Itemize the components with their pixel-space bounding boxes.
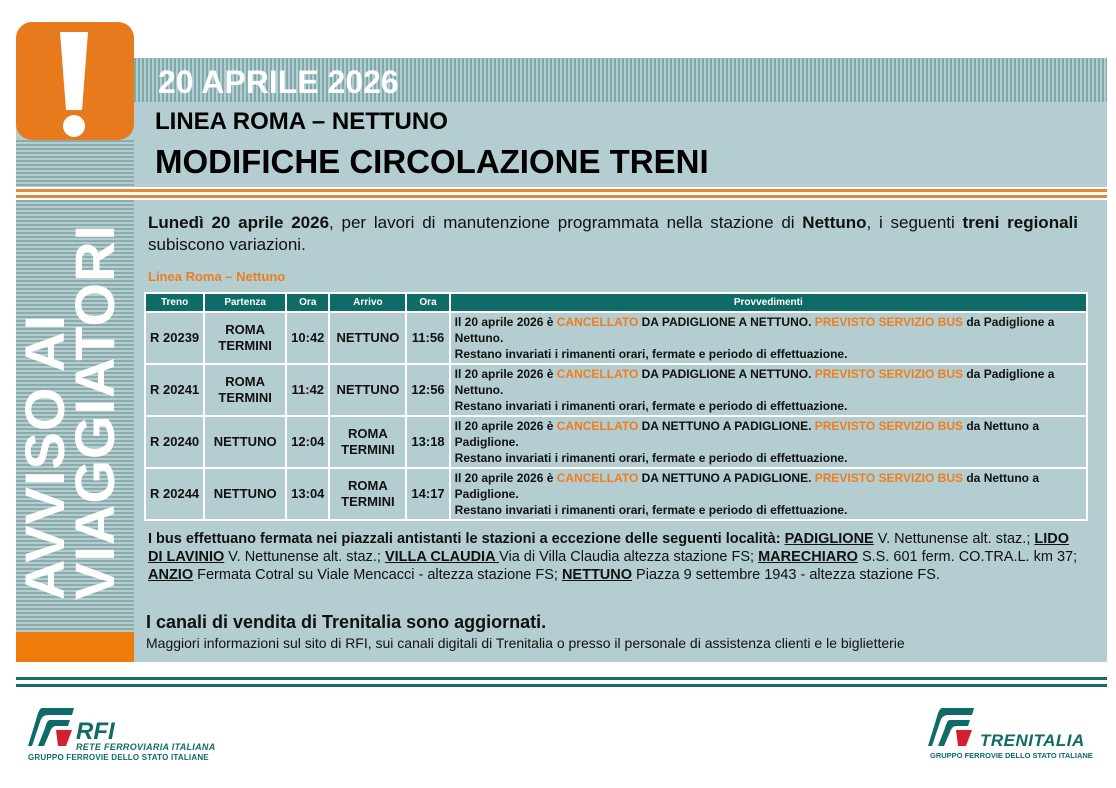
prov-note: Restano invariati i rimanenti orari, fermate e periodo di effettuazione. — [454, 399, 848, 413]
sidebar-orange-block — [16, 632, 134, 662]
cell-partenza: NETTUNO — [204, 416, 286, 468]
col-treno: Treno — [145, 293, 204, 312]
bus-stops-paragraph — [148, 530, 1078, 584]
col-provvedimenti: Provvedimenti — [450, 293, 1087, 312]
cancel-label: CANCELLATO — [556, 471, 639, 485]
prov-text: Il 20 aprile 2026 è — [454, 367, 557, 381]
prov-text: Il 20 aprile 2026 è — [454, 471, 557, 485]
divider-teal — [16, 684, 1107, 687]
bus-label: PREVISTO SERVIZIO BUS — [814, 367, 964, 381]
trains-table — [144, 292, 1088, 521]
rfi-subtitle: RETE FERROVIARIA ITALIANA — [76, 742, 216, 752]
table-row — [145, 364, 1087, 416]
col-ora-arrivo: Ora — [406, 293, 449, 312]
divider-teal — [16, 677, 1107, 680]
cell-ora-partenza: 11:42 — [286, 364, 329, 416]
cell-ora-arrivo: 12:56 — [406, 364, 449, 416]
cancel-label: CANCELLATO — [556, 315, 639, 329]
stop-name: NETTUNO — [561, 567, 633, 583]
col-partenza: Partenza — [204, 293, 286, 312]
sidebar-label — [13, 180, 130, 600]
cell-partenza: NETTUNO — [204, 468, 286, 520]
line-name: LINEA ROMA – NETTUNO — [155, 108, 448, 135]
prov-text: da Padiglione a Nettuno. — [454, 367, 1055, 397]
stop-name: LIDO DI LAVINIO — [148, 531, 1070, 565]
intro-train-type: treni regionali — [962, 213, 1078, 232]
stop-desc: Piazza 9 settembre 1943 - altezza stazione FS. — [632, 567, 940, 583]
prov-text: da Padiglione a Nettuno. — [454, 315, 1055, 345]
prov-text: DA PADIGLIONE A NETTUNO. — [638, 315, 815, 329]
cell-treno: R 20240 — [145, 416, 204, 468]
sidebar-label-line1: AVVISO AI — [13, 314, 76, 600]
intro-text: subiscono variazioni. — [148, 235, 306, 254]
cell-provvedimenti — [450, 312, 1087, 364]
prov-text: da Nettuno a Padiglione. — [454, 471, 1040, 501]
prov-text: DA PADIGLIONE A NETTUNO. — [638, 367, 815, 381]
stop-desc: S.S. 601 ferm. CO.TRA.L. km 37; — [857, 549, 1078, 565]
table-row — [145, 468, 1087, 520]
intro-text: , i seguenti — [866, 213, 963, 232]
stops-intro: I bus effettuano fermata nei piazzali antistanti le stazioni a eccezione delle seguenti località: — [148, 531, 785, 547]
cell-provvedimenti — [450, 364, 1087, 416]
cell-partenza: ROMA TERMINI — [204, 312, 286, 364]
table-header-row — [145, 293, 1087, 312]
prov-text: DA NETTUNO A PADIGLIONE. — [638, 419, 815, 433]
stop-desc: V. Nettunense alt. staz.; — [224, 549, 385, 565]
cell-arrivo: NETTUNO — [329, 364, 406, 416]
stop-name: ANZIO — [148, 567, 194, 583]
prov-note: Restano invariati i rimanenti orari, fermate e periodo di effettuazione. — [454, 503, 848, 517]
sidebar-label-line2: VIAGGIATORI — [63, 223, 126, 600]
exclamation-icon — [16, 22, 134, 140]
cell-ora-arrivo: 11:56 — [406, 312, 449, 364]
cell-provvedimenti — [450, 416, 1087, 468]
col-ora-partenza: Ora — [286, 293, 329, 312]
bus-label: PREVISTO SERVIZIO BUS — [814, 471, 964, 485]
bus-label: PREVISTO SERVIZIO BUS — [814, 419, 964, 433]
stop-desc: V. Nettunense alt. staz.; — [873, 531, 1035, 547]
section-label: Linea Roma – Nettuno — [148, 269, 286, 284]
page-title: MODIFICHE CIRCOLAZIONE TRENI — [155, 143, 709, 180]
cancel-label: CANCELLATO — [556, 419, 639, 433]
stop-desc: Fermata Cotral su Viale Mencacci - altezza stazione FS; — [193, 567, 562, 583]
stop-name: PADIGLIONE — [784, 531, 874, 547]
stop-name: VILLA CLAUDIA — [384, 549, 500, 565]
table-row — [145, 416, 1087, 468]
more-info-text: Maggiori informazioni sul sito di RFI, sui canali digitali di Trenitalia o presso il personale di assistenza clienti e le biglietterie — [146, 635, 905, 651]
prov-text: Il 20 aprile 2026 è — [454, 315, 557, 329]
rfi-name: RFI — [76, 718, 115, 745]
sales-channels-headline: I canali di vendita di Trenitalia sono aggiornati. — [146, 612, 547, 632]
cell-ora-partenza: 10:42 — [286, 312, 329, 364]
divider-orange — [16, 195, 1107, 198]
cell-ora-arrivo: 14:17 — [406, 468, 449, 520]
prov-text: da Nettuno a Padiglione. — [454, 419, 1040, 449]
prov-note: Restano invariati i rimanenti orari, fermate e periodo di effettuazione. — [454, 347, 848, 361]
divider-orange — [16, 189, 1107, 192]
rfi-group: GRUPPO FERROVIE DELLO STATO ITALIANE — [28, 753, 209, 762]
trenitalia-name: TRENITALIA — [980, 731, 1085, 750]
intro-date: Lunedì 20 aprile 2026 — [148, 213, 330, 232]
notice-date: 20 APRILE 2026 — [158, 64, 399, 100]
intro-station: Nettuno — [802, 213, 867, 232]
prov-note: Restano invariati i rimanenti orari, fermate e periodo di effettuazione. — [454, 451, 848, 465]
cancel-label: CANCELLATO — [556, 367, 639, 381]
cell-ora-arrivo: 13:18 — [406, 416, 449, 468]
cell-partenza: ROMA TERMINI — [204, 364, 286, 416]
cell-provvedimenti — [450, 468, 1087, 520]
prov-text: Il 20 aprile 2026 è — [454, 419, 557, 433]
cell-treno: R 20239 — [145, 312, 204, 364]
intro-text: , per lavori di manutenzione programmata nella stazione di — [329, 213, 803, 232]
cell-arrivo: ROMA TERMINI — [329, 468, 406, 520]
cell-arrivo: NETTUNO — [329, 312, 406, 364]
cell-ora-partenza: 12:04 — [286, 416, 329, 468]
col-arrivo: Arrivo — [329, 293, 406, 312]
cell-treno: R 20241 — [145, 364, 204, 416]
stop-desc: Via di Villa Claudia altezza stazione FS; — [499, 549, 759, 565]
cell-treno: R 20244 — [145, 468, 204, 520]
cell-ora-partenza: 13:04 — [286, 468, 329, 520]
cell-arrivo: ROMA TERMINI — [329, 416, 406, 468]
table-row — [145, 312, 1087, 364]
bus-label: PREVISTO SERVIZIO BUS — [814, 315, 964, 329]
stop-name: MARECHIARO — [758, 549, 858, 565]
prov-text: DA NETTUNO A PADIGLIONE. — [638, 471, 815, 485]
trenitalia-group: GRUPPO FERROVIE DELLO STATO ITALIANE — [930, 751, 1093, 760]
intro-paragraph — [148, 212, 1078, 256]
